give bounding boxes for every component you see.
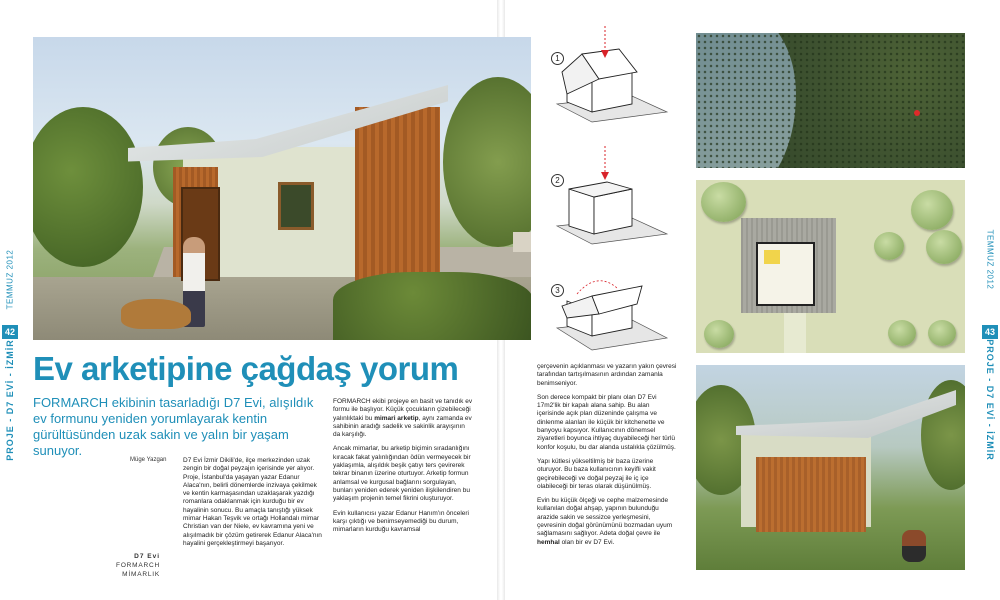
left-month: TEMMUZ 2012 [5, 249, 15, 310]
plan-interior [756, 242, 815, 306]
article-author: Müge Yazgan [130, 457, 167, 463]
olive-groves [696, 33, 965, 168]
paragraph: Yapı kütlesi yükseltilmiş bir baza üzerine oturuyor. Bu baza kullanıcının keyifli vakit geçirebileceği ve doğal peyzaj ile iç içe olabileceği bir teras olarak düşünülmüş. [537, 457, 656, 490]
house-wood-cladding [355, 107, 440, 282]
lounge-chair [513, 232, 531, 252]
paragraph-text: FORMARCH ekibi projeye en basit ve tanıdık ev formu ile başlıyor. Küçük çocukların çizebileceği yalınlıktaki bu [333, 398, 473, 422]
paragraph: Son derece kompakt bir planı olan D7 Evi 17m2'lik bir kapalı alana sahip. Bu alan içerisinde açık plan düzeninde çalışma ve dinlenme alanları ile küçük bir kitchenette ve banyoyu kapsıyor. Kullanıcının dönemsel ziyaretleri boyunca ihtiyaç duyabileceği her türlü konfor koşulu, bu dar alanda ustalıkla çözülmüş. [537, 393, 676, 451]
paragraph-text: Evin bu küçük ölçeği ve cephe malzemesinde kullanılan doğal ahşap, yapının bulunduğu arazide sakin ve sessizce yerleşmesini, çevresinin doğal görünümünü bozmadan uyum sağlamasını sağlıyor. Adeta doğal çevre ile [537, 497, 673, 538]
article-lead: FORMARCH ekibinin tasarladığı D7 Evi, alışıldık ev formunu yeniden yorumlayarak kentin gürültüsünden uzak sakin ve yalın bir yaşam sunuyor. [33, 395, 314, 458]
house-render-side-view [696, 365, 965, 570]
bushes [333, 272, 531, 340]
paragraph [333, 398, 473, 439]
concept-diagrams [537, 24, 677, 354]
paragraph-text: , aynı zamanda ev sahibinin aradığı sadelik ve sakinlik arayışının da karşılığı. [333, 414, 472, 439]
paragraph: çerçevenin açıklanması ve yazarın yakın çevresi tarafından tartışılmasının ardından zamanla benimseniyor. [537, 363, 677, 387]
article-headline: Ev arketipine çağdaş yorum [33, 350, 459, 387]
left-page-number: 42 [2, 325, 18, 339]
diagram-2-drawing [537, 144, 677, 254]
text-column-3 [537, 363, 677, 553]
text-column-1 [183, 457, 323, 554]
plan-tree [926, 230, 962, 264]
plan-tree [911, 190, 953, 230]
diagram-3-drawing [537, 256, 677, 366]
house-wood-cladding [756, 457, 866, 532]
left-section-label: PROJE - D7 EVİ - İZMİR [5, 339, 15, 461]
tree [443, 77, 531, 247]
aerial-site-photo [696, 33, 965, 168]
step-number: 2 [551, 174, 564, 187]
text-column-2 [333, 398, 473, 540]
plan-tree [928, 320, 956, 346]
plan-tree [874, 232, 904, 260]
paragraph: Evin kullanıcısı yazar Edanur Hanım'ın önceleri karşı çıktığı ve benimseyemediği bu durum, mimarların kurduğu kavramsal [333, 509, 469, 534]
plan-bed [764, 250, 780, 264]
caption-credit: FORMARCH MİMARLIK [116, 562, 160, 578]
diagram-1-drawing [537, 24, 677, 134]
dog [121, 299, 191, 329]
tree [33, 107, 143, 267]
house-window [278, 182, 314, 230]
diagram-step-2 [537, 144, 677, 244]
plan-tree [701, 182, 746, 222]
paragraph: Ancak mimarlar, bu arketip biçimin sıradanlığını kıracak fakat yalınlığından ödün vermeyecek bir yaklaşımla, alışıldık beşik çatıyı ters çevirerek tekrar binanın üzerine oturtuyor. Arketip formun anlamsal ve kurgusal bağlarını sorgulayan, bunları yeniden ederek yeniden ilişkilendiren bu yaklaşım projenin temel fikrini oluşturuyor. [333, 445, 471, 503]
right-section-label: PROJE - D7 EVİ - İZMİR [985, 339, 995, 461]
caption-title: D7 Evi [134, 553, 160, 560]
hero-house-render [33, 37, 531, 340]
plan-tree [704, 320, 734, 348]
paragraph [537, 497, 677, 547]
paragraph-bold-text: hemhal [537, 538, 560, 546]
paragraph-text: olan bir ev D7 Evi. [559, 538, 615, 546]
cyclist [902, 530, 926, 562]
location-marker-icon [914, 110, 920, 116]
diagram-step-1 [537, 24, 677, 124]
right-side-strip [980, 229, 1000, 461]
diagram-step-3 [537, 256, 677, 356]
site-plan [696, 180, 965, 353]
paragraph-bold-text: mimari arketip [374, 414, 419, 422]
right-page-number: 43 [982, 325, 998, 339]
plan-tree [888, 320, 916, 346]
access-path [784, 310, 806, 353]
step-number: 1 [551, 52, 564, 65]
project-caption [90, 552, 160, 579]
step-number: 3 [551, 284, 564, 297]
right-month: TEMMUZ 2012 [985, 229, 995, 290]
paragraph: D7 Evi İzmir Dikili'de, ilçe merkezinden uzak zengin bir doğal peyzajın içerisinde yer alıyor. Proje, İstanbul'da yaşayan yazar Edanur Alaca'nın, belirli dönemlerde inzivaya çekilmek ve kentin karmaşasından uzaklaşarak yazdığı romanlara odaklanmak için kurduğu bir ev hayalinin sonucu. Bu amaçla tanıştığı yüksek mimar Hakan Teşvik ve ortağı Hollandalı mimar Christian van der Niele, ev kavramına yeni ve alışılmadık bir çözüm getirerek Edanur Alaca'nın hayalini gerçekleştirmeyi başarıyor. [183, 457, 322, 547]
left-side-strip [0, 249, 20, 461]
